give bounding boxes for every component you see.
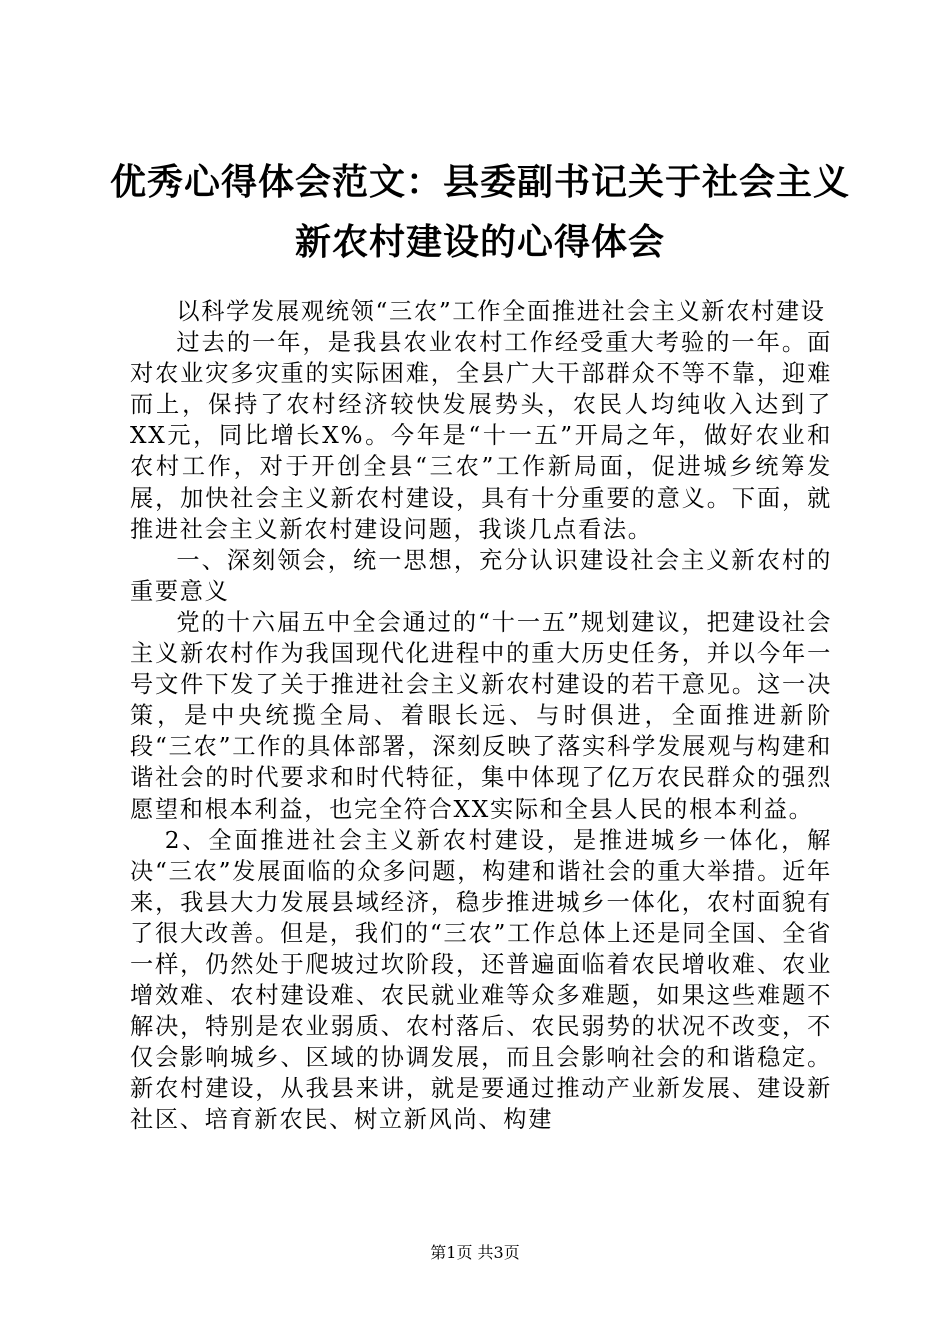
body-paragraph: 2、全面推进社会主义新农村建设，是推进城乡一体化，解决“三农”发展面临的众多问题，构建和谐社会的重大举措。近年来，我县大力发展县域经济，稳步推进城乡一体化，农村面貌有了很大改善。但是，我们的“三农”工作总体上还是同全国、全省一样，仍然处于爬坡过坎阶段，还普遍面临着农民增收难、农业增效难、农村建设难、农民就业难等众多难题，如果这些难题不解决，特别是农业弱质、农村落后、农民弱势的状况不改变，不仅会影响城乡、区域的协调发展，而且会影响社会的和谐稳定。新农村建设，从我县来讲，就是要通过推动产业新发展、建设新社区、培育新农民、树立新风尚、构建 bbox=[130, 826, 832, 1134]
document-body bbox=[130, 296, 832, 1136]
body-paragraph: 过去的一年，是我县农业农村工作经受重大考验的一年。面对农业灾多灾重的实际困难，全县广大干部群众不等不靠，迎难而上，保持了农村经济较快发展势头，农民人均纯收入达到了XX元，同比增长X%。今年是“十一五”开局之年，做好农业和农村工作，对于开创全县“三农”工作新局面，促进城乡统筹发展，加快社会主义新农村建设，具有十分重要的意义。下面，就推进社会主义新农村建设问题，我谈几点看法。 bbox=[130, 329, 832, 543]
page-number-footer: 第1页 共3页 bbox=[430, 1243, 520, 1262]
body-paragraph: 党的十六届五中全会通过的“十一五”规划建议，把建设社会主义新农村作为我国现代化进程中的重大历史任务，并以今年一号文件下发了关于推进社会主义新农村建设的若干意见。这一决策，是中央统揽全局、着眼长远、与时俱进，全面推进新阶段“三农”工作的具体部署，深刻反映了落实科学发展观与构建和谐社会的时代要求和时代特征，集中体现了亿万农民群众的强烈愿望和根本利益，也完全符合XX实际和全县人民的根本利益。 bbox=[130, 608, 832, 823]
document-title-line-1: 优秀心得体会范文：县委副书记关于社会主义 bbox=[110, 161, 851, 203]
document-title-line-2: 新农村建设的心得体会 bbox=[294, 221, 665, 263]
section-heading: 以科学发展观统领“三农”工作全面推进社会主义新农村建设 bbox=[176, 298, 826, 325]
section-heading: 一、深刻领会，统一思想，充分认识建设社会主义新农村的重要意义 bbox=[130, 546, 832, 605]
